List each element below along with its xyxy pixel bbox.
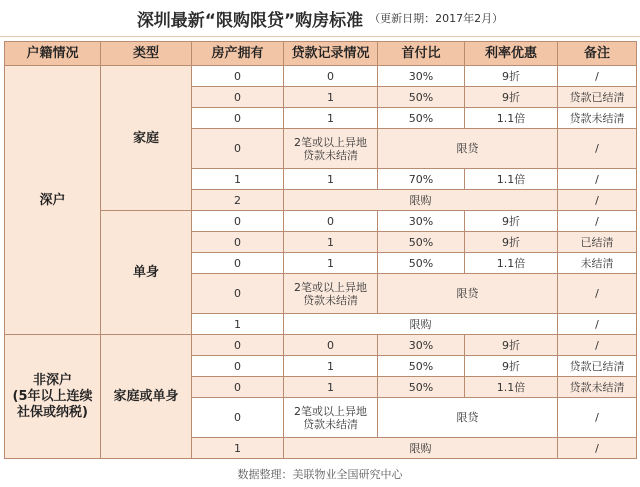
table-row — [5, 335, 637, 356]
cell-down: 30% — [378, 66, 465, 87]
cell-property: 0 — [192, 66, 284, 87]
cell-remark: / — [558, 169, 637, 190]
cell-restricted-loan: 限贷 — [378, 274, 558, 314]
cell-loan: 0 — [284, 66, 378, 87]
header-type: 类型 — [101, 42, 192, 66]
cell-loan: 0 — [284, 211, 378, 232]
cell-property: 0 — [192, 211, 284, 232]
cell-remark: / — [558, 314, 637, 335]
cell-property: 1 — [192, 314, 284, 335]
cell-remark: / — [558, 335, 637, 356]
cell-loan: 1 — [284, 377, 378, 398]
group-family: 家庭 — [101, 66, 192, 211]
cell-loan: 1 — [284, 87, 378, 108]
cell-property: 1 — [192, 438, 284, 459]
cell-remark: / — [558, 66, 637, 87]
cell-down: 50% — [378, 232, 465, 253]
cell-remark: / — [558, 274, 637, 314]
table-row — [5, 66, 637, 87]
cell-property: 0 — [192, 377, 284, 398]
cell-loan: 1 — [284, 232, 378, 253]
update-date: （更新日期：2017年2月） — [369, 12, 504, 25]
cell-down: 30% — [378, 211, 465, 232]
cell-remark: / — [558, 190, 637, 211]
cell-remark: 贷款未结清 — [558, 377, 637, 398]
cell-remark: 贷款已结清 — [558, 87, 637, 108]
cell-rate: 1.1倍 — [465, 377, 558, 398]
cell-rate: 9折 — [465, 335, 558, 356]
cell-property: 0 — [192, 274, 284, 314]
cell-loan: 1 — [284, 253, 378, 274]
cell-rate: 1.1倍 — [465, 108, 558, 129]
cell-property: 0 — [192, 232, 284, 253]
header-loan-record: 贷款记录情况 — [284, 42, 378, 66]
cell-property: 1 — [192, 169, 284, 190]
cell-property: 0 — [192, 129, 284, 169]
title-bar — [0, 0, 640, 37]
housing-rules-table — [4, 41, 637, 459]
cell-remark: / — [558, 398, 637, 438]
cell-remark: / — [558, 438, 637, 459]
cell-restricted-loan: 限贷 — [378, 129, 558, 169]
cell-down: 50% — [378, 87, 465, 108]
cell-rate: 9折 — [465, 232, 558, 253]
cell-remark: / — [558, 129, 637, 169]
group-shenhu: 深户 — [5, 66, 101, 335]
cell-loan: 1 — [284, 108, 378, 129]
cell-rate: 1.1倍 — [465, 169, 558, 190]
cell-property: 0 — [192, 253, 284, 274]
cell-loan: 1 — [284, 356, 378, 377]
header-interest: 利率优惠 — [465, 42, 558, 66]
cell-loan: 2笔或以上异地 贷款未结清 — [284, 274, 378, 314]
cell-down: 50% — [378, 253, 465, 274]
cell-restricted-purchase: 限购 — [284, 438, 558, 459]
cell-restricted-purchase: 限购 — [284, 314, 558, 335]
source-footer: 数据整理：美联物业全国研究中心 — [237, 468, 403, 481]
cell-rate: 9折 — [465, 211, 558, 232]
cell-property: 0 — [192, 335, 284, 356]
header-remark: 备注 — [558, 42, 637, 66]
cell-down: 50% — [378, 356, 465, 377]
cell-down: 70% — [378, 169, 465, 190]
header-property: 房产拥有 — [192, 42, 284, 66]
cell-remark: 贷款未结清 — [558, 108, 637, 129]
cell-loan: 2笔或以上异地 贷款未结清 — [284, 398, 378, 438]
cell-rate: 9折 — [465, 87, 558, 108]
cell-remark: 贷款已结清 — [558, 356, 637, 377]
group-non-shenhu: 非深户 (5年以上连续 社保或纳税) — [5, 335, 101, 459]
cell-remark: 已结清 — [558, 232, 637, 253]
page-title: 深圳最新“限购限贷”购房标准 — [136, 10, 364, 31]
cell-property: 0 — [192, 108, 284, 129]
cell-restricted-loan: 限贷 — [378, 398, 558, 438]
cell-loan: 0 — [284, 335, 378, 356]
cell-property: 2 — [192, 190, 284, 211]
cell-loan: 1 — [284, 169, 378, 190]
header-row — [5, 42, 637, 66]
header-hukou: 户籍情况 — [5, 42, 101, 66]
cell-property: 0 — [192, 398, 284, 438]
cell-down: 50% — [378, 108, 465, 129]
group-family-or-single: 家庭或单身 — [101, 335, 192, 459]
header-down-payment: 首付比 — [378, 42, 465, 66]
group-single: 单身 — [101, 211, 192, 335]
cell-loan: 2笔或以上异地 贷款未结清 — [284, 129, 378, 169]
cell-restricted-purchase: 限购 — [284, 190, 558, 211]
cell-remark: / — [558, 211, 637, 232]
cell-down: 30% — [378, 335, 465, 356]
cell-property: 0 — [192, 87, 284, 108]
cell-rate: 1.1倍 — [465, 253, 558, 274]
cell-remark: 未结清 — [558, 253, 637, 274]
cell-property: 0 — [192, 356, 284, 377]
cell-down: 50% — [378, 377, 465, 398]
cell-rate: 9折 — [465, 356, 558, 377]
cell-rate: 9折 — [465, 66, 558, 87]
